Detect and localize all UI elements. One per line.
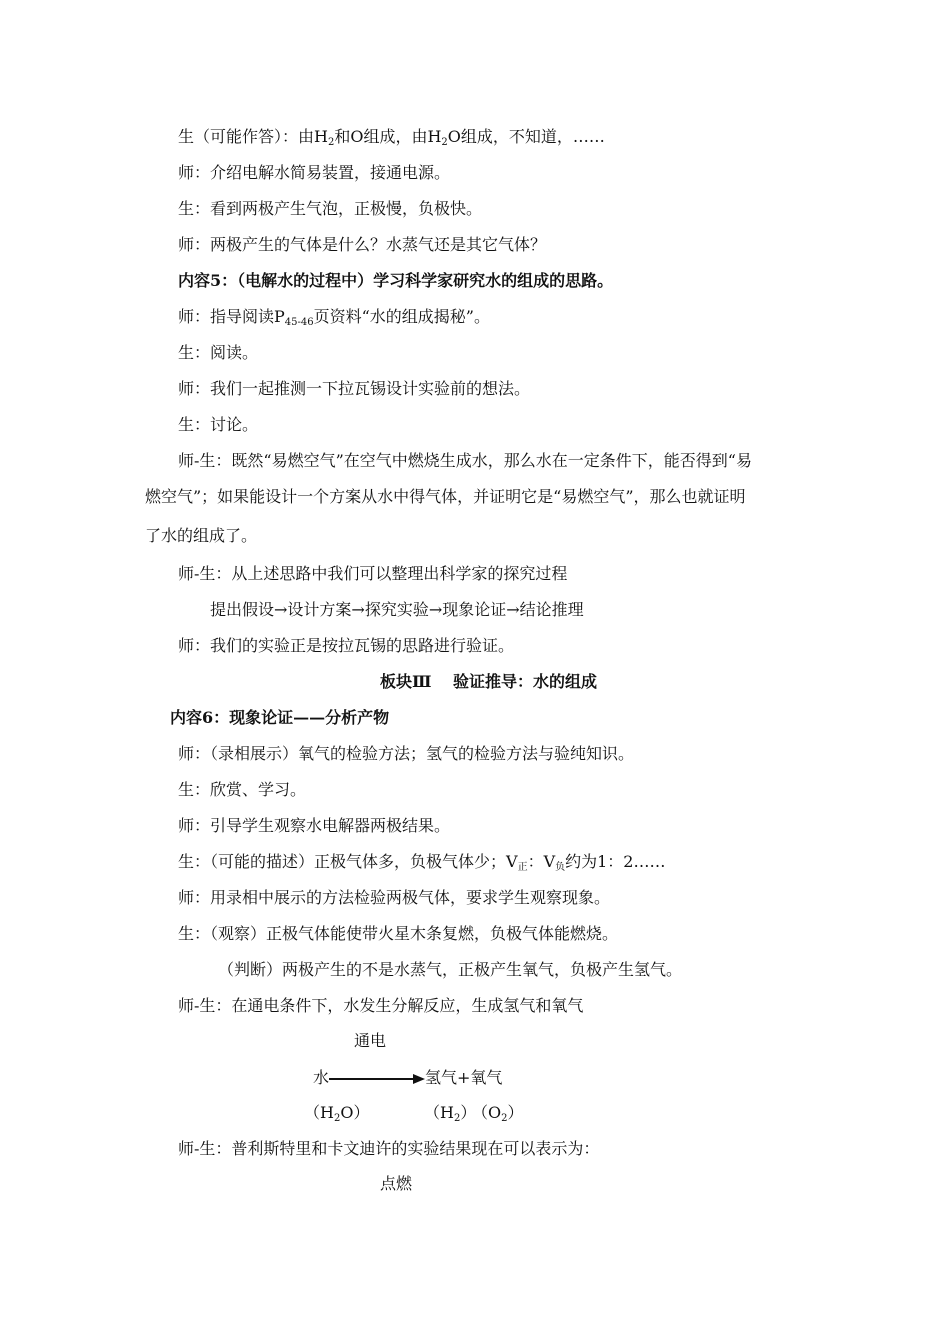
line-student-read: 生：阅读。 <box>178 343 259 362</box>
paragraph-line-2: 燃空气”；如果能设计一个方案从水中得气体，并证明它是“易燃空气”，那么也就证明 <box>145 487 746 506</box>
formula-hydrogen: $(H_2)$ <box>424 1103 477 1124</box>
heading-content-5: 内容5：（电解水的过程中）学习科学家研究水的组成的思路。 <box>178 271 614 290</box>
line-teacher-student-process: 师-生：从上述思路中我们可以整理出科学家的探究过程 <box>178 564 568 583</box>
paragraph-line-3: 了水的组成了。 <box>145 526 258 545</box>
formula-oxygen: $(O_2)$ <box>472 1103 524 1124</box>
heading-content-6: 内容6：现象论证——分析产物 <box>170 708 390 727</box>
line-teacher-guide: 师：引导学生观察水电解器两极结果。 <box>178 816 451 835</box>
line-teacher-test: 师：用录相中展示的方法检验两极气体，要求学生观察现象。 <box>178 888 611 907</box>
line-teacher-verify: 师：我们的实验正是按拉瓦锡的思路进行验证。 <box>178 636 515 655</box>
equation-condition-electrify: 通电 <box>354 1031 387 1050</box>
line-teacher-student-reaction: 师-生：在通电条件下，水发生分解反应，生成氢气和氧气 <box>178 996 584 1015</box>
line-student-describe: 生：（可能的描述）正极气体多，负极气体少；$V_正$：$V_负$约为1：2…… <box>178 852 666 873</box>
line-teacher-intro: 师：介绍电解水简易装置，接通电源。 <box>178 163 451 182</box>
equation-reaction <box>313 1068 502 1088</box>
line-student-observe: 生：看到两极产生气泡，正极慢，负极快。 <box>178 199 483 218</box>
process-flow: 提出假设→设计方案→探究实验→现象论证→结论推理 <box>210 600 584 619</box>
line-student-discuss: 生：讨论。 <box>178 415 259 434</box>
line-teacher-video: 师：（录相展示）氧气的检验方法；氢气的检验方法与验纯知识。 <box>178 744 635 763</box>
section-title: 板块Ⅲ 验证推导：水的组成 <box>380 672 598 691</box>
line-judgement: （判断）两极产生的不是水蒸气，正极产生氧气，负极产生氢气。 <box>218 960 683 979</box>
line-student-answer: 生（可能作答）：由$H_2$和O组成，由$H_2O$组成，不知道，…… <box>178 127 605 148</box>
line-teacher-reading: 师：指导阅读$P_{45-46}$页资料“水的组成揭秘”。 <box>178 307 490 328</box>
equation-condition-ignite: 点燃 <box>380 1174 413 1193</box>
equation-reactant: 水 <box>313 1068 330 1087</box>
equation-products: 氢气+氧气 <box>425 1068 503 1087</box>
reaction-arrow <box>329 1073 425 1085</box>
formula-water: $(H_2O)$ <box>304 1103 370 1124</box>
paragraph-line-1: 师-生：既然“易燃空气”在空气中燃烧生成水，那么水在一定条件下，能否得到“易 <box>178 451 752 470</box>
line-priestley-cavendish: 师-生：普利斯特里和卡文迪许的实验结果现在可以表示为： <box>178 1139 600 1158</box>
line-teacher-infer: 师：我们一起推测一下拉瓦锡设计实验前的想法。 <box>178 379 531 398</box>
line-teacher-question: 师：两极产生的气体是什么？水蒸气还是其它气体？ <box>178 235 547 254</box>
line-student-learn: 生：欣赏、学习。 <box>178 780 307 799</box>
line-student-observation: 生：（观察）正极气体能使带火星木条复燃，负极气体能燃烧。 <box>178 924 619 943</box>
